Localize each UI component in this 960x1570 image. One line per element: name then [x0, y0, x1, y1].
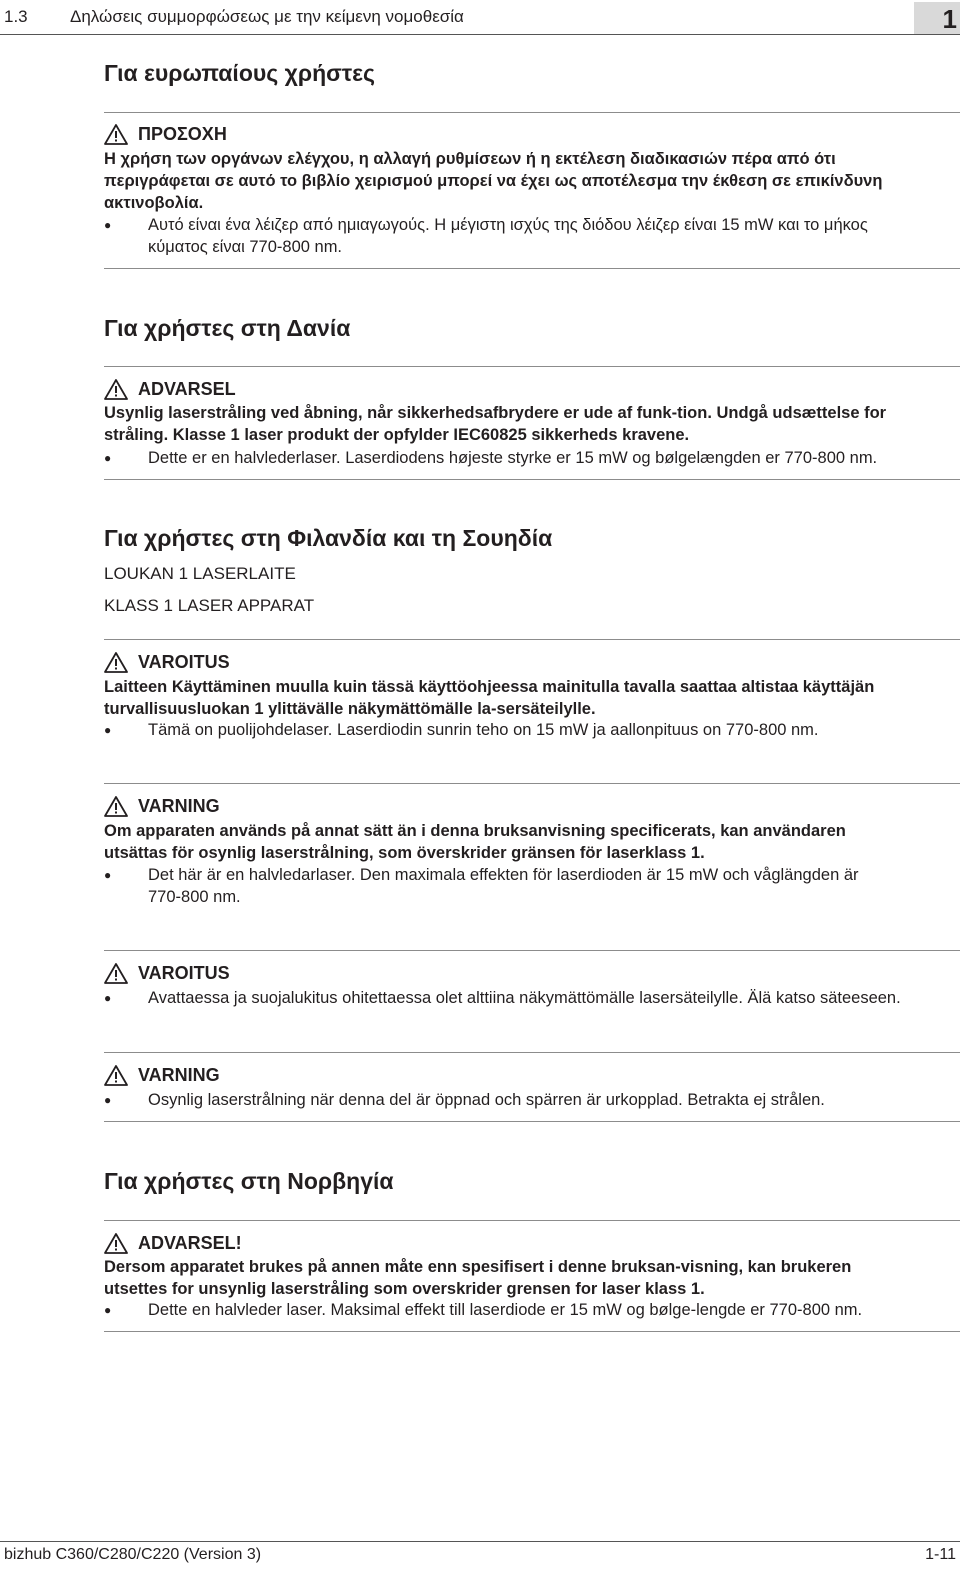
laser-class-swedish: KLASS 1 LASER APPARAT: [104, 596, 315, 615]
heading-norway-users: Για χρήστες στη Νορβηγία: [104, 1168, 394, 1194]
section-number: 1.3: [4, 7, 28, 26]
divider: [104, 1220, 960, 1221]
warning-title: [104, 1233, 242, 1254]
page-header: [0, 0, 960, 36]
bullet-icon: ●: [104, 991, 112, 1005]
warning-body: [104, 1256, 960, 1300]
warning-body: [104, 148, 960, 214]
warning-title-text: ΠΡΟΣΟΧΗ: [138, 124, 227, 144]
divider: [104, 639, 960, 640]
divider: [104, 1052, 960, 1053]
divider: [104, 366, 960, 367]
warning-body-line: utsettes for unsynlig laserstråling som overskrider grensen for laser klass 1.: [104, 1280, 705, 1298]
warning-title: [104, 1065, 220, 1086]
warning-body: [104, 676, 960, 720]
footer-product: bizhub C360/C280/C220 (Version 3): [4, 1546, 262, 1563]
divider: [104, 783, 960, 784]
divider: [104, 1331, 960, 1332]
warning-triangle-icon: [104, 379, 128, 400]
heading-european-users: Για ευρωπαίους χρήστες: [104, 60, 376, 86]
bullet-icon: ●: [104, 218, 112, 232]
bullet-icon: ●: [104, 723, 112, 737]
warning-triangle-icon: [104, 796, 128, 817]
warning-title-text: VARNING: [138, 796, 220, 816]
warning-body-line: ακτινοβολία.: [104, 194, 204, 212]
warning-triangle-icon: [104, 963, 128, 984]
chapter-number-badge: 1: [914, 2, 960, 34]
bullet-text-line: Det här är en halvledarlaser. Den maximala effekten för laserdioden är 15 mW och våglängden är: [148, 866, 859, 884]
footer-divider: [0, 1541, 960, 1542]
divider: [104, 1121, 960, 1122]
warning-body: [104, 402, 960, 446]
warning-title: [104, 379, 236, 400]
bullet-text-line: Dette en halvleder laser. Maksimal effekt till laserdiode er 15 mW og bølge-lengde er 770-800 nm.: [148, 1301, 863, 1319]
laser-class-finnish: LOUKAN 1 LASERLAITE: [104, 564, 296, 583]
warning-title-text: VARNING: [138, 1065, 220, 1085]
divider: [104, 950, 960, 951]
warning-body-line: turvallisuusluokan 1 ylittävälle näkymättömälle la-sersäteilylle.: [104, 700, 596, 718]
divider: [104, 268, 960, 269]
warning-body-line: Om apparaten används på annat sätt än i denna bruksanvisning specificerats, kan användaren: [104, 822, 846, 840]
warning-body-line: stråling. Klasse 1 laser produkt der opfylder IEC60825 sikkerheds kravene.: [104, 426, 690, 444]
heading-finland-sweden-users: Για χρήστες στη Φιλανδία και τη Σουηδία: [104, 525, 553, 551]
warning-title: [104, 963, 230, 984]
warning-title-text: VAROITUS: [138, 963, 230, 983]
warning-body-line: Dersom apparatet brukes på annen måte enn spesifisert i denne bruksan-visning, kan brukeren: [104, 1258, 852, 1276]
bullet-text-line: Tämä on puolijohdelaser. Laserdiodin sunrin teho on 15 mW ja aallonpituus on 770-800 nm.: [148, 721, 819, 739]
footer-page-number: 1-11: [925, 1546, 956, 1563]
warning-body-line: Η χρήση των οργάνων ελέγχου, η αλλαγή ρυθμίσεων ή η εκτέλεση διαδικασιών πέρα από ότι: [104, 150, 836, 168]
warning-body-line: utsättas för osynlig laserstrålning, som överskrider gränsen för laserklass 1.: [104, 844, 705, 862]
warning-triangle-icon: [104, 1065, 128, 1086]
warning-triangle-icon: [104, 652, 128, 673]
bullet-text-line: κύματος είναι 770-800 nm.: [148, 238, 343, 256]
warning-body-line: Laitteen Käyttäminen muulla kuin tässä käyttöohjeessa mainitulla tavalla saattaa altistaa käyttäjän: [104, 678, 875, 696]
divider: [104, 112, 960, 113]
warning-title: [104, 796, 220, 817]
heading-denmark-users: Για χρήστες στη Δανία: [104, 315, 351, 341]
warning-title-text: ADVARSEL!: [138, 1233, 242, 1253]
bullet-icon: ●: [104, 1303, 112, 1317]
bullet-text-line: Αυτό είναι ένα λέιζερ από ημιαγωγούς. Η μέγιστη ισχύς της διόδου λέιζερ είναι 15 mW και το μήκος: [148, 216, 868, 234]
divider: [104, 479, 960, 480]
header-divider: [0, 34, 960, 35]
warning-body-line: Usynlig laserstråling ved åbning, når sikkerhedsafbrydere er ude af funk-tion. Undgå udsættelse for: [104, 404, 887, 422]
bullet-icon: ●: [104, 868, 112, 882]
warning-title: [104, 652, 230, 673]
bullet-text-line: 770-800 nm.: [148, 888, 241, 906]
bullet-text-line: Dette er en halvlederlaser. Laserdiodens højeste styrke er 15 mW og bølgelængden er 770-800 nm.: [148, 449, 878, 467]
bullet-text-line: Avattaessa ja suojalukitus ohitettaessa olet alttiina näkymättömälle lasersäteilylle. Älä katso säteeseen.: [148, 989, 901, 1007]
warning-title-text: ADVARSEL: [138, 379, 236, 399]
bullet-icon: ●: [104, 451, 112, 465]
warning-title: [104, 124, 227, 145]
bullet-icon: ●: [104, 1093, 112, 1107]
warning-triangle-icon: [104, 1233, 128, 1254]
warning-body: [104, 820, 960, 864]
warning-body-line: περιγράφεται σε αυτό το βιβλίο χειρισμού μπορεί να έχει ως αποτέλεσμα την έκθεση σε επικίνδυνη: [104, 172, 883, 190]
warning-title-text: VAROITUS: [138, 652, 230, 672]
bullet-text-line: Osynlig laserstrålning när denna del är öppnad och spärren är urkopplad. Betrakta ej strålen.: [148, 1091, 825, 1109]
section-title: Δηλώσεις συμμορφώσεως με την κείμενη νομοθεσία: [70, 7, 464, 26]
warning-triangle-icon: [104, 124, 128, 145]
